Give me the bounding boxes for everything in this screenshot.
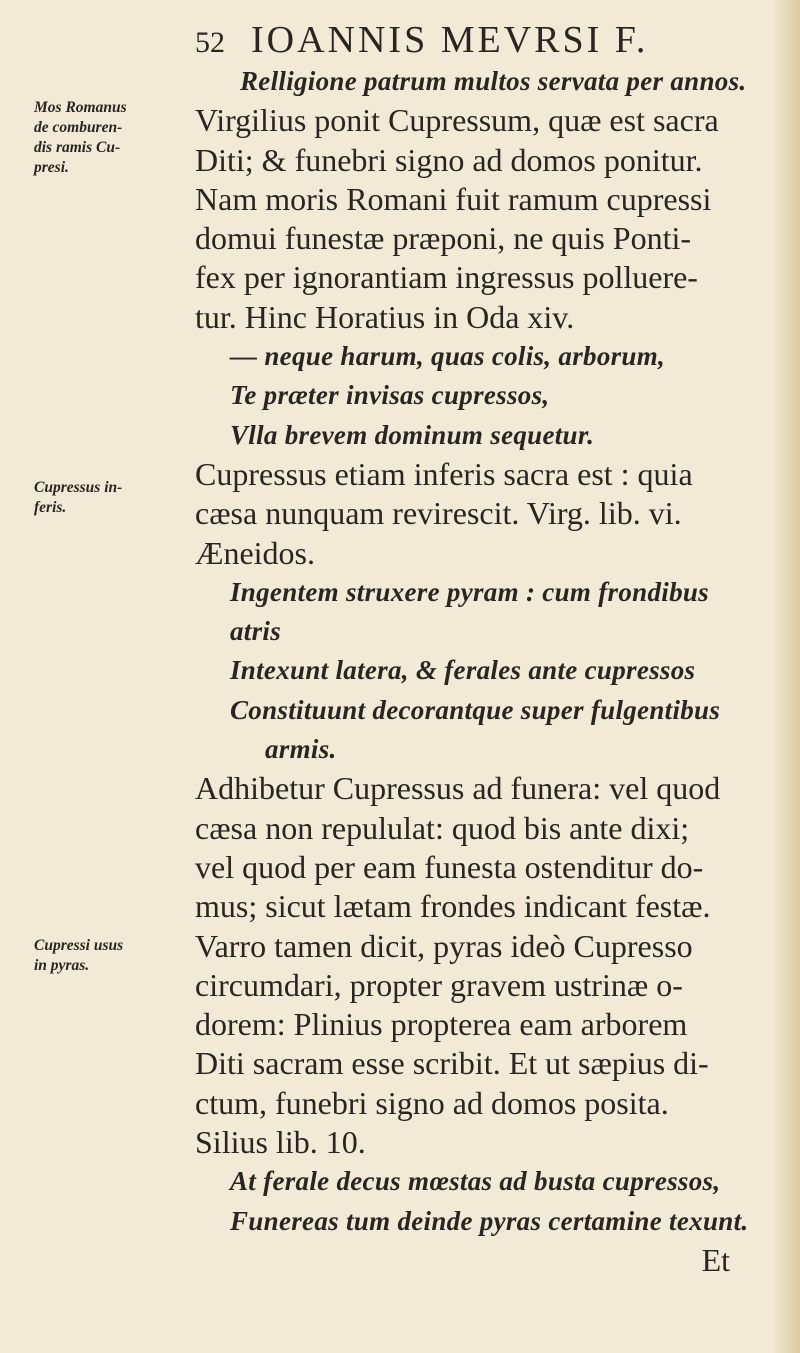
verse-line: armis.: [265, 734, 337, 765]
marginal-note-line: Cupressi usus: [34, 937, 124, 954]
verse-line: atris: [230, 616, 282, 647]
body-text: [195, 62, 770, 1280]
text-line: circumdari, propter gravem ustrinæ o-: [195, 966, 683, 1003]
text-line: mus; sicut lætam frondes indicant festæ.: [195, 888, 711, 925]
text-line: Diti sacram esse scribit. Et ut sæpius di-: [195, 1045, 709, 1082]
verse-line: Vlla brevem dominum sequetur.: [230, 419, 595, 450]
marginal-note-cupressi-usus: [34, 936, 189, 976]
text-line: Silius lib. 10.: [195, 1124, 366, 1161]
text-line: fex per ignorantiam ingressus polluere-: [195, 259, 698, 296]
text-line: Virgilius ponit Cupressum, quæ est sacra: [195, 102, 719, 139]
text-line: ctum, funebri signo ad domos posita.: [195, 1084, 669, 1121]
text-line: Cupressus etiam inferis sacra est : quia: [195, 455, 693, 492]
marginal-note-cupressus-inferis: [34, 478, 189, 518]
text-line: dorem: Plinius propterea eam arborem: [195, 1006, 688, 1043]
running-title: IOANNIS MEVRSI F.: [251, 19, 649, 61]
verse-line: Funereas tum deinde pyras certamine texunt.: [230, 1205, 749, 1236]
text-line: Nam moris Romani fuit ramum cupressi: [195, 180, 712, 217]
marginal-note-line: dis ramis Cu-: [34, 139, 121, 156]
marginal-note-line: presi.: [34, 159, 69, 176]
verse-line: Intexunt latera, & ferales ante cupressos: [230, 655, 696, 686]
text-line: tur. Hinc Horatius in Oda xiv.: [195, 298, 575, 335]
marginal-note-line: de comburen-: [34, 119, 123, 136]
text-line: Diti; & funebri signo ad domos ponitur.: [195, 141, 703, 178]
text-line: Adhibetur Cupressus ad funera: vel quod: [195, 770, 721, 807]
verse-line: Constituunt decorantque super fulgentibus: [230, 694, 721, 725]
verse-line: Relligione patrum multos servata per annos.: [240, 66, 747, 96]
catchword: Et: [701, 1241, 730, 1278]
page-number: 52: [195, 26, 225, 59]
marginal-note-mos-romanus: [34, 98, 189, 178]
text-line: domui funestæ præponi, ne quis Ponti-: [195, 220, 691, 257]
text-line: Varro tamen dicit, pyras ideò Cupresso: [195, 927, 693, 964]
running-head: [195, 18, 755, 62]
page-edge: [774, 0, 800, 1353]
marginal-note-line: feris.: [34, 499, 67, 516]
marginal-note-line: Cupressus in-: [34, 479, 123, 496]
verse-line: Ingentem struxere pyram : cum frondibus: [230, 576, 709, 607]
verse-line: — neque harum, quas colis, arborum,: [230, 341, 666, 372]
text-line: vel quod per eam funesta ostenditur do-: [195, 848, 704, 885]
marginal-note-line: Mos Romanus: [34, 99, 127, 116]
verse-line: At ferale decus mœstas ad busta cupressos,: [230, 1166, 721, 1197]
text-line: cæsa nunquam revirescit. Virg. lib. vi.: [195, 495, 682, 532]
verse-line: Te præter invisas cupressos,: [230, 380, 550, 411]
text-line: cæsa non repululat: quod bis ante dixi;: [195, 809, 690, 846]
text-line: Æneidos.: [195, 534, 315, 571]
marginal-note-line: in pyras.: [34, 957, 90, 974]
